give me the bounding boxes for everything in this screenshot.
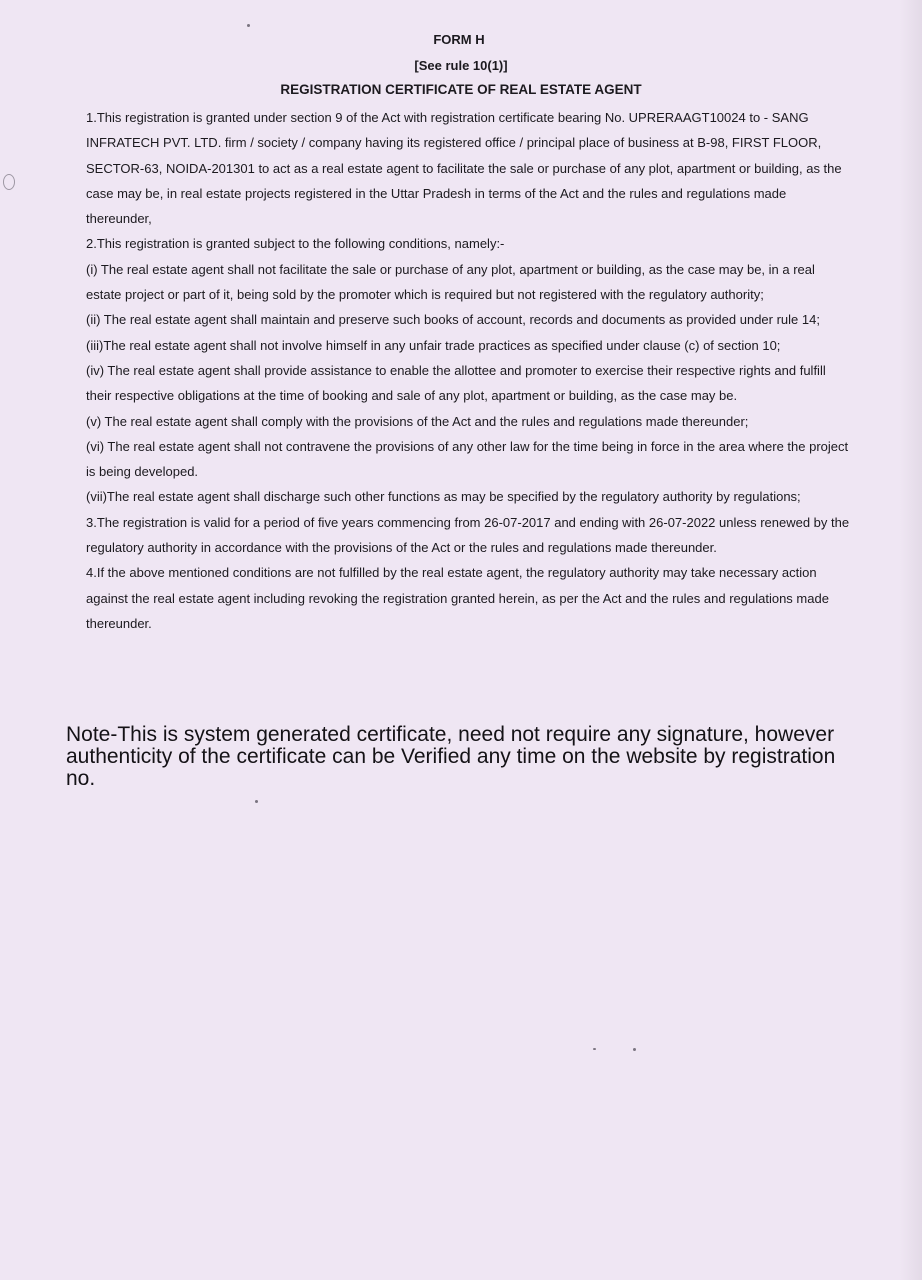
certificate-body <box>86 105 850 636</box>
condition-i: (i) The real estate agent shall not facilitate the sale or purchase of any plot, apartment or building, as the case may be, in a real estate project or part of it, being sold by the promoter which is required but not registered with the regulatory authority; <box>86 261 815 303</box>
page-edge-shadow <box>900 0 922 1280</box>
paragraph-revocation: 4.If the above mentioned conditions are not fulfilled by the real estate agent, the regulatory authority may take necessary action against the real estate agent including revoking the registration granted herein, as per the Act and the rules and regulations made thereunder. <box>86 565 829 631</box>
scan-speck <box>247 24 250 27</box>
punch-hole-mark <box>3 174 15 190</box>
paragraph-registration-grant: 1.This registration is granted under section 9 of the Act with registration certificate bearing No. UPRERAAGT10024 to - SANG INFRATECH PVT. LTD. firm / society / company having its registered office / principal place of business at B-98, FIRST FLOOR, SECTOR-63, NOIDA-201301 to act as a real estate agent to facilitate the sale or purchase of any plot, apartment or building, as the case may be, in real estate projects registered in the Uttar Pradesh in terms of the Act and the rules and regulations made thereunder, <box>86 110 842 227</box>
condition-vii: (vii)The real estate agent shall discharge such other functions as may be specified by the regulatory authority by regulations; <box>86 489 801 505</box>
form-title: FORM H <box>433 32 485 47</box>
system-generated-note: Note-This is system generated certificate, need not require any signature, however authenticity of the certificate can be Verified any time on the website by registration no. <box>66 723 836 790</box>
certificate-heading: REGISTRATION CERTIFICATE OF REAL ESTATE AGENT <box>280 82 642 97</box>
condition-vi: (vi) The real estate agent shall not contravene the provisions of any other law for the time being in force in the area where the project is being developed. <box>86 438 849 480</box>
paragraph-conditions-intro: 2.This registration is granted subject to the following conditions, namely:- <box>86 236 505 252</box>
condition-v: (v) The real estate agent shall comply with the provisions of the Act and the rules and regulations made thereunder; <box>86 413 749 429</box>
condition-iii: (iii)The real estate agent shall not involve himself in any unfair trade practices as specified under clause (c) of section 10; <box>86 337 781 353</box>
scan-speck <box>593 1048 596 1050</box>
condition-ii: (ii) The real estate agent shall maintain and preserve such books of account, records and documents as provided under rule 14; <box>86 312 820 328</box>
condition-iv: (iv) The real estate agent shall provide assistance to enable the allottee and promoter to exercise their respective rights and fulfill their respective obligations at the time of booking and sale of any plot, apartment or building, as the case may be. <box>86 362 826 404</box>
scan-speck <box>633 1048 636 1051</box>
paragraph-validity: 3.The registration is valid for a period of five years commencing from 26-07-2017 and ending with 26-07-2022 unless renewed by the regulatory authority in accordance with the provisions of the Act or the rules and regulations made thereunder. <box>86 514 850 556</box>
form-rule-reference: [See rule 10(1)] <box>414 58 508 73</box>
scan-speck <box>255 800 258 803</box>
